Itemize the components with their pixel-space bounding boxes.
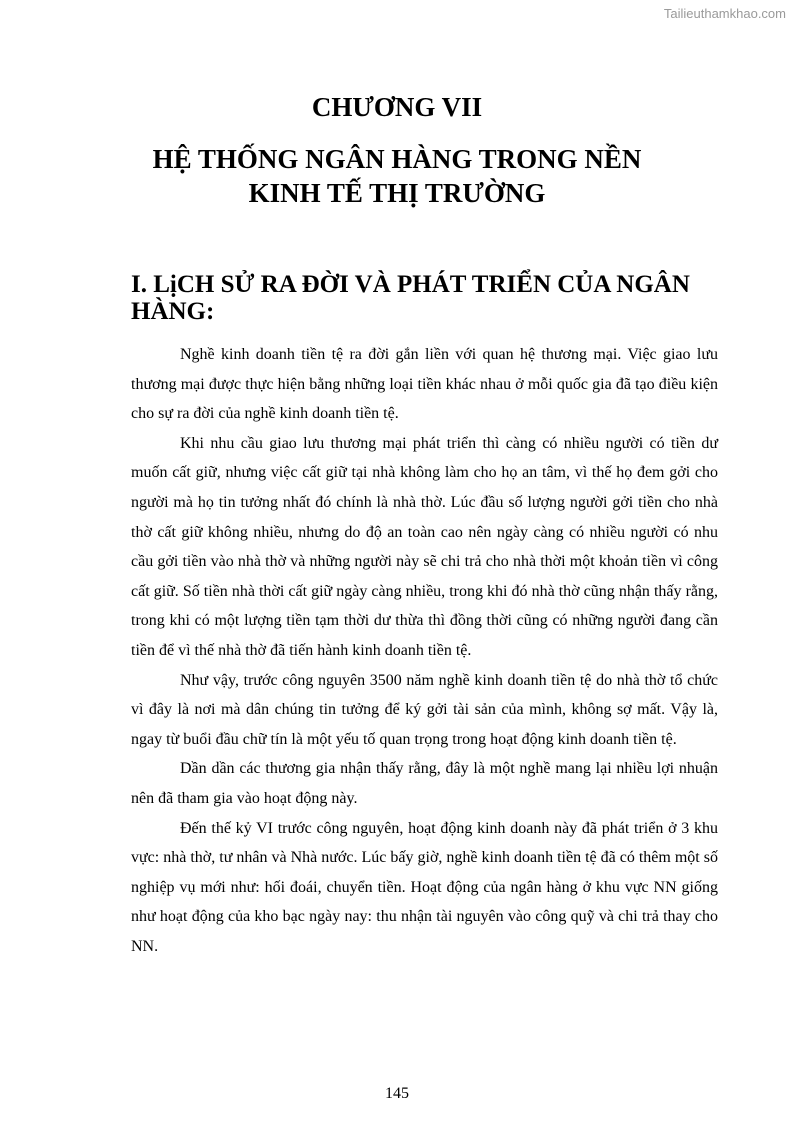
paragraph: Dần dần các thương gia nhận thấy rằng, đây là một nghề mang lại nhiều lợi nhuận nên đã tham gia vào hoạt động này.: [131, 760, 718, 807]
paragraph: Nghề kinh doanh tiền tệ ra đời gắn liền với quan hệ thương mại. Việc giao lưu thương mại được thực hiện bằng những loại tiền khác nhau ở mỗi quốc gia đã tạo điều kiện cho sự ra đời của nghề kinh doanh tiền tệ.: [131, 346, 718, 423]
chapter-number: CHƯƠNG VII: [311, 92, 483, 122]
paragraph: Khi nhu cầu giao lưu thương mại phát triển thì càng có nhiều người có tiền dư muốn cất giữ, nhưng việc cất giữ tại nhà không làm cho họ an tâm, vì thế họ đem gởi cho người mà họ tin tưởng nhất đó chính là nhà thờ. Lúc đầu số lượng người gởi tiền cho nhà thờ cất giữ không nhiều, nhưng do độ an toàn cao nên ngày càng có nhiều người có nhu cầu gởi tiền vào nhà thờ và những người này sẽ chi trả cho nhà thời một khoản tiền vì công cất giữ. Số tiền nhà thời cất giữ ngày càng nhiều, trong khi đó nhà thờ cũng nhận thấy rằng, trong khi có một lượng tiền tạm thời dư thừa thì đồng thời cũng có những người đang cần tiền để vì thế nhà thờ đã tiến hành kinh doanh tiền tệ.: [131, 434, 718, 659]
paragraph: Như vậy, trước công nguyên 3500 năm nghề kinh doanh tiền tệ do nhà thờ tổ chức vì đây là nơi mà dân chúng tin tưởng để ký gởi tài sản của mình, không sợ mất. Vậy là, ngay từ buổi đầu chữ tín là một yếu tố quan trọng trong hoạt động kinh doanh tiền tệ.: [131, 671, 718, 748]
body-text: [131, 340, 718, 961]
chapter-title-line2: KINH TẾ THỊ TRƯỜNG: [248, 178, 546, 208]
chapter-title-line1: HỆ THỐNG NGÂN HÀNG TRONG NỀN: [152, 144, 642, 174]
section-heading: I. LịCH SỬ RA ĐỜI VÀ PHÁT TRIỂN CỦA NGÂN HÀNG:: [131, 271, 690, 325]
watermark: Tailieuthamkhao.com: [663, 6, 786, 21]
paragraph: Đến thế kỷ VI trước công nguyên, hoạt động kinh doanh này đã phát triển ở 3 khu vực: nhà thờ, tư nhân và Nhà nước. Lúc bấy giờ, nghề kinh doanh tiền tệ đã có thêm một số nghiệp vụ mới như: hối đoái, chuyển tiền. Hoạt động của ngân hàng ở khu vực NN giống như hoạt động của kho bạc ngày nay: thu nhận tài nguyên vào công quỹ và chi trả thay cho NN.: [131, 819, 718, 955]
page-number: 145: [385, 1085, 409, 1102]
